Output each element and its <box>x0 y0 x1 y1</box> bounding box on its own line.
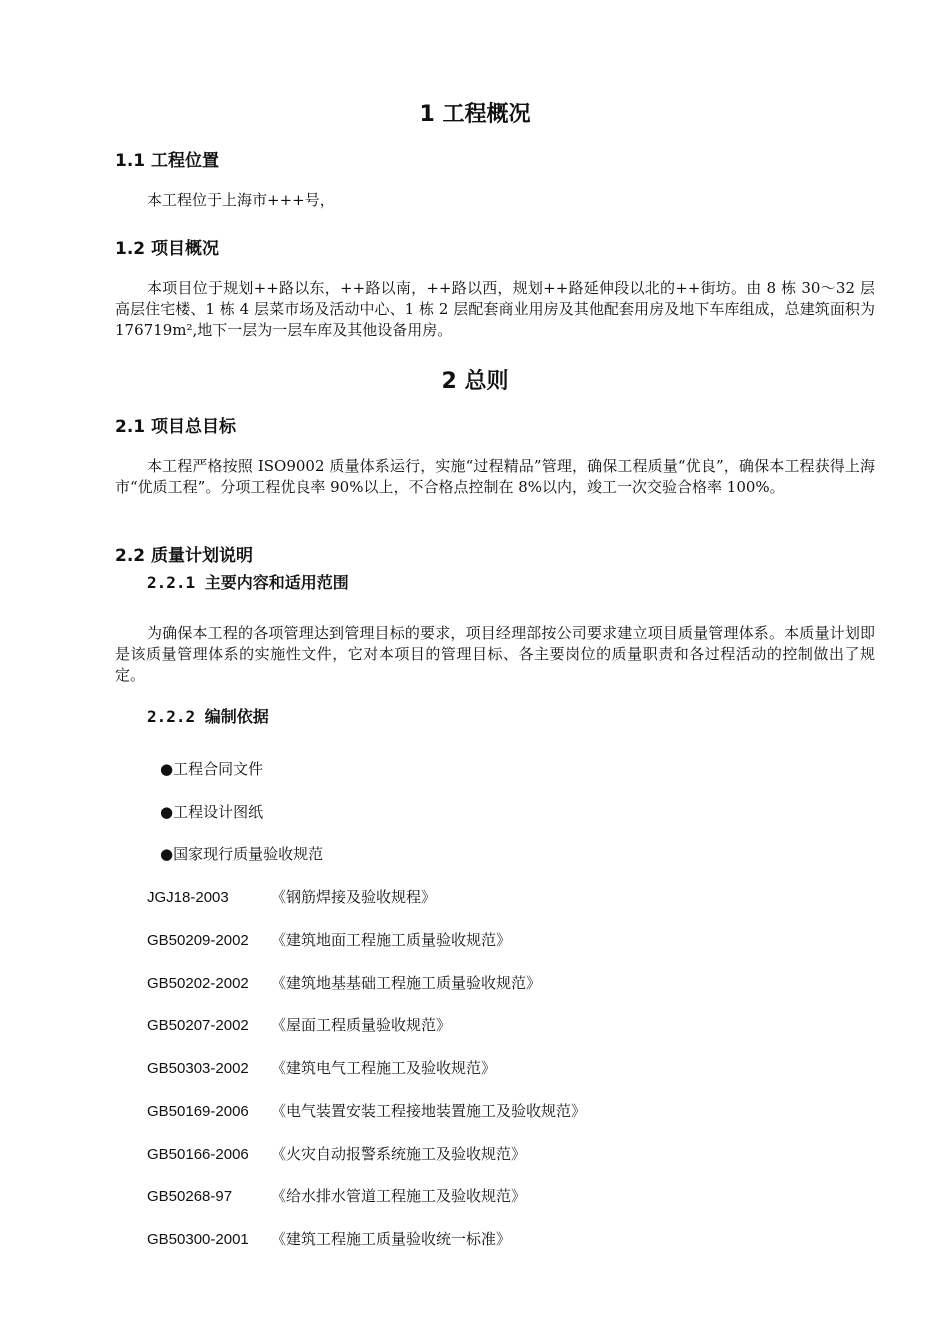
standard-title: 《屋面工程质量验收规范》 <box>271 1016 452 1034</box>
standard-title: 《建筑工程施工质量验收统一标准》 <box>271 1230 512 1248</box>
section-1-1-heading: 1.1 工程位置 <box>115 151 220 171</box>
standard-code: GB50166-2006 <box>147 1146 249 1163</box>
standard-item <box>147 1185 526 1206</box>
section-2-2-1-text: 为确保本工程的各项管理达到管理目标的要求，项目经理部按公司要求建立项目质量管理体系。本质量计划即是该质量管理体系的实施性文件，它对本项目的管理目标、各主要岗位的质量职责和各过程活动的控制做出了规定。 <box>115 624 875 684</box>
standard-item <box>147 1100 586 1121</box>
section-2-2-heading: 2.2 质量计划说明 <box>115 546 254 566</box>
standard-title: 《建筑地基基础工程施工质量验收规范》 <box>271 974 542 992</box>
standard-code: JGJ18-2003 <box>147 889 229 906</box>
section-2-1-heading: 2.1 项目总目标 <box>115 417 237 437</box>
basis-bullet-item: ●国家现行质量验收规范 <box>160 845 324 863</box>
standard-code: GB50303-2002 <box>147 1060 249 1077</box>
standard-code: GB50268-97 <box>147 1188 233 1205</box>
standard-title: 《钢筋焊接及验收规程》 <box>271 888 437 906</box>
standard-title: 《建筑电气工程施工及验收规范》 <box>271 1059 497 1077</box>
standard-item <box>147 1143 526 1164</box>
section-1-2-heading: 1.2 项目概况 <box>115 239 220 259</box>
standard-item <box>147 1057 496 1078</box>
basis-bullet-item: ●工程合同文件 <box>160 760 264 778</box>
basis-bullet-item: ●工程设计图纸 <box>160 803 264 821</box>
standard-code: GB50300-2001 <box>147 1231 249 1248</box>
standard-code: GB50202-2002 <box>147 975 249 992</box>
standard-code: GB50169-2006 <box>147 1103 249 1120</box>
section-1-heading: 1 工程概况 <box>419 102 531 127</box>
section-1-1-text: 本工程位于上海市+++号， <box>147 191 335 209</box>
standard-title: 《给水排水管道工程施工及验收规范》 <box>271 1187 527 1205</box>
standard-item <box>147 1228 511 1249</box>
standard-title: 《火灾自动报警系统施工及验收规范》 <box>271 1145 527 1163</box>
standard-code: GB50207-2002 <box>147 1017 249 1034</box>
section-1-2-text: 本项目位于规划++路以东，++路以南，++路以西，规划++路延伸段以北的++街坊。由 8 栋 30～32 层高层住宅楼、1 栋 4 层菜市场及活动中心、1 栋 2 层配套商业用房及其他配套用房及地下车库组成，总建筑面积为 176719m²,地下一层为一层车库及其他设备用房。 <box>115 279 875 339</box>
standard-item <box>147 929 511 950</box>
standard-item <box>147 1014 451 1035</box>
section-2-2-1-heading: 2.2.1 主要内容和适用范围 <box>147 573 349 592</box>
standard-title: 《建筑地面工程施工质量验收规范》 <box>271 931 512 949</box>
standard-item <box>147 886 436 907</box>
section-2-2-2-heading: 2.2.2 编制依据 <box>147 707 269 726</box>
standard-code: GB50209-2002 <box>147 932 249 949</box>
standard-title: 《电气装置安装工程接地装置施工及验收规范》 <box>271 1102 587 1120</box>
standard-item <box>147 972 541 993</box>
section-2-1-text: 本工程严格按照 ISO9002 质量体系运行，实施“过程精品”管理，确保工程质量“优良”，确保本工程获得上海市“优质工程”。分项工程优良率 90%以上，不合格点控制在 8%以内，竣工一次交验合格率 100%。 <box>115 457 875 496</box>
section-2-heading: 2 总则 <box>441 369 509 394</box>
